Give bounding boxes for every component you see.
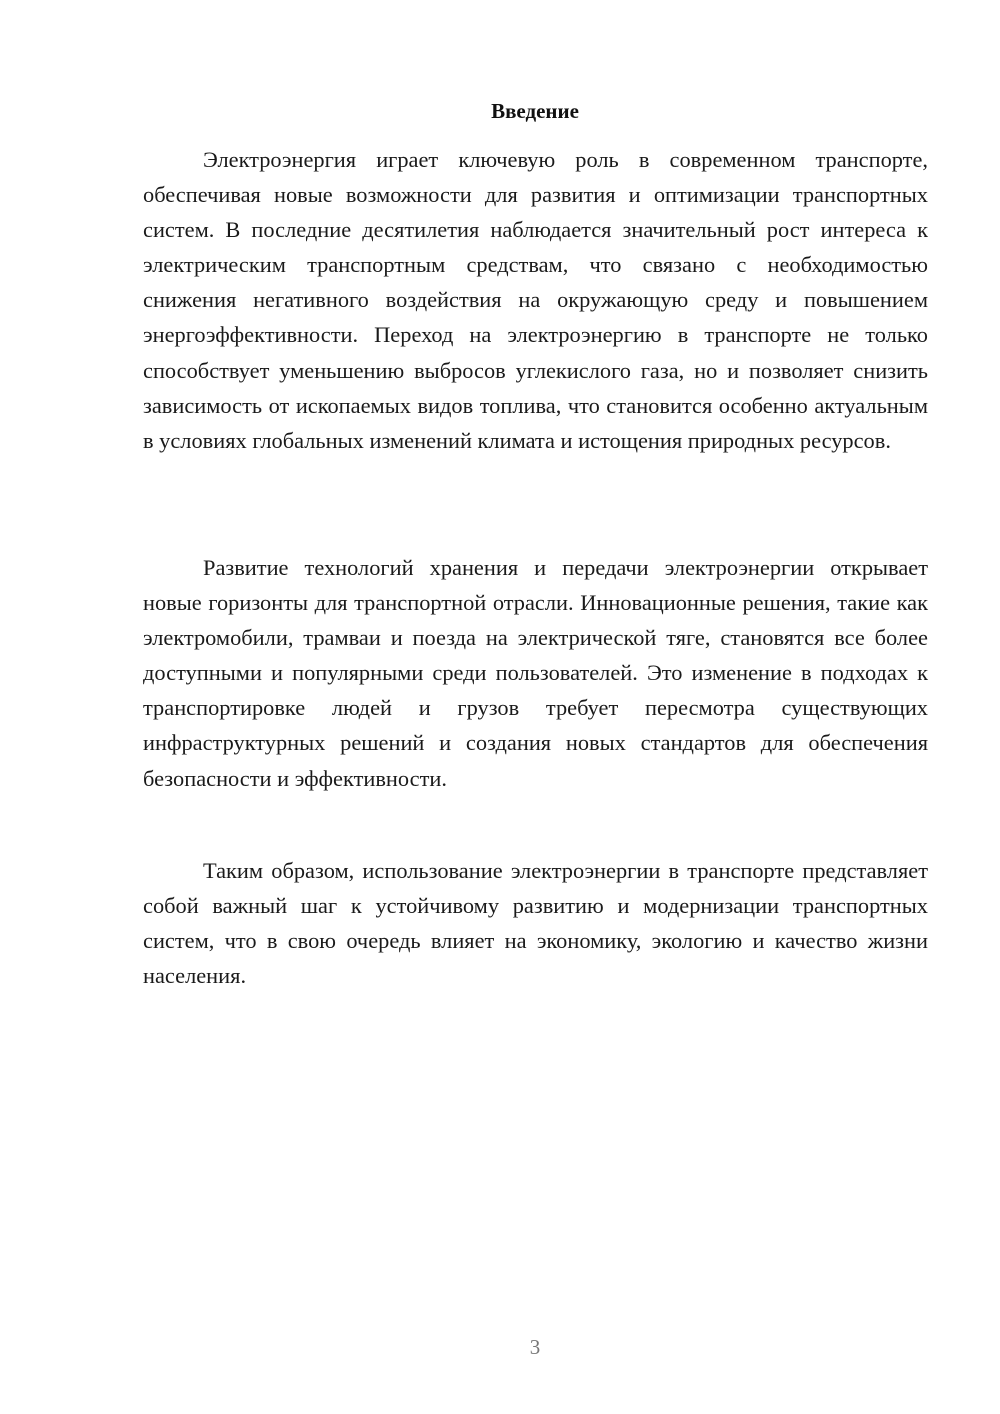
paragraph-block-2 — [143, 550, 928, 796]
paragraph-3: Таким образом, использование электроэнергии в транспорте представляет собой важный шаг к устойчивому развитию и модернизации транспортных систем, что в свою очередь влияет на экономику, экологию и качество жизни населения. — [143, 858, 928, 989]
section-title: Введение — [491, 99, 579, 123]
paragraph-block-1 — [143, 142, 928, 458]
paragraph-block-3 — [143, 853, 928, 993]
paragraph-2: Развитие технологий хранения и передачи электроэнергии открывает новые горизонты для транспортной отрасли. Инновационные решения, такие как электромобили, трамваи и поезда на электрической тяге, становятся все более доступными и популярными среди пользователей. Это изменение в подходах к транспортировке людей и грузов требует пересмотра существующих инфраструктурных решений и создания новых стандартов для обеспечения безопасности и эффективности. — [143, 555, 928, 791]
page-number: 3 — [529, 1335, 541, 1359]
paragraph-1: Электроэнергия играет ключевую роль в современном транспорте, обеспечивая новые возможности для развития и оптимизации транспортных систем. В последние десятилетия наблюдается значительный рост интереса к электрическим транспортным средствам, что связано с необходимостью снижения негативного воздействия на окружающую среду и повышением энергоэффективности. Переход на электроэнергию в транспорте не только способствует уменьшению выбросов углекислого газа, но и позволяет снизить зависимость от ископаемых видов топлива, что становится особенно актуальным в условиях глобальных изменений климата и истощения природных ресурсов. — [143, 147, 928, 453]
